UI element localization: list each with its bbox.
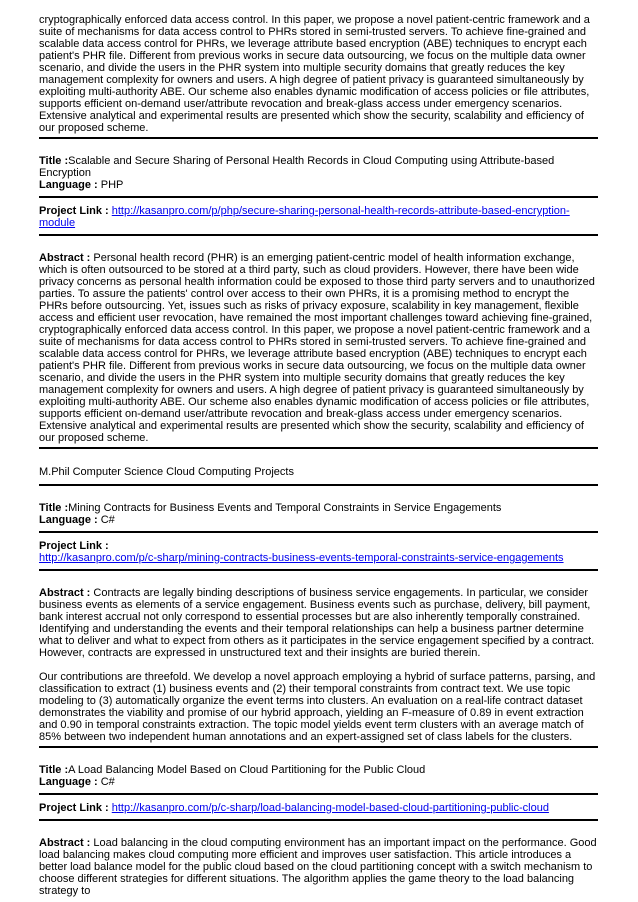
project-title: A Load Balancing Model Based on Cloud Partitioning for the Public Cloud (68, 764, 426, 776)
title-label: Title : (39, 764, 69, 776)
project-language: C# (100, 514, 115, 526)
project-title: Scalable and Secure Sharing of Personal Health Records in Cloud Computing using Attribute-based Encryption (39, 155, 555, 179)
project-link-label: Project Link : (39, 802, 109, 814)
project-header-3 (39, 764, 598, 788)
project-header-1 (39, 155, 598, 191)
project-title-line (39, 764, 598, 776)
abstract-text: Personal health record (PHR) is an emerging patient-centric model of health information exchange, which is often outsourced to be stored at a third party, such as cloud providers. However, there have been wide privacy concerns as personal health information could be exposed to those third party servers and to unauthorized parties. To assure the patients' control over access to their own PHRs, it is a promising method to encrypt the PHRs before outsourcing. Yet, issues such as risks of privacy exposure, scalability in key management, flexible access and efficient user revocation, have remained the most important challenges toward achieving fine-grained, cryptographically enforced data access control. In this paper, we propose a novel patient-centric framework and a suite of mechanisms for data access control to PHRs stored in semi-trusted servers. To achieve fine-grained and scalable data access control for PHRs, we leverage attribute based encryption (ABE) techniques to encrypt each patient's PHR file. Different from previous works in secure data outsourcing, we focus on the multiple data owner scenario, and divide the users in the PHR system into multiple security domains that greatly reduces the key management complexity for owners and users. A high degree of patient privacy is guaranteed simultaneously by exploiting multi-authority ABE. Our scheme also enables dynamic modification of access policies or file attributes, supports efficient on-demand user/attribute revocation and break-glass access under emergency scenarios. Extensive analytical and experimental results are presented which show the security, scalability and efficiency of our proposed scheme. (39, 252, 595, 444)
divider (39, 793, 598, 795)
divider (39, 137, 598, 139)
divider (39, 531, 598, 533)
document-page (39, 14, 598, 897)
abstract-label: Abstract : (39, 252, 91, 264)
divider (39, 234, 598, 236)
abstract-continuation: cryptographically enforced data access control. In this paper, we propose a novel patient-centric framework and a suite of mechanisms for data access control to PHRs stored in semi-trusted servers. To achieve fine-grained and scalable data access control for PHRs, we leverage attribute based encryption (ABE) techniques to encrypt each patient's PHR file. Different from previous works in secure data outsourcing, we focus on the multiple data owner scenario, and divide the users in the PHR system into multiple security domains that greatly reduces the key management complexity for owners and users. A high degree of patient privacy is guaranteed simultaneously by exploiting multi-authority ABE. Our scheme also enables dynamic modification of access policies or file attributes, supports efficient on-demand user/attribute revocation and break-glass access under emergency scenarios. Extensive analytical and experimental results are presented which show the security, scalability and efficiency of our proposed scheme. (39, 14, 590, 134)
language-label: Language : (39, 179, 98, 191)
abstract-paragraph-2: Our contributions are threefold. We develop a novel approach employing a hybrid of surface patterns, parsing, and classification to extract (1) business events and (2) their temporal constraints from contract text. We use topic modeling to (3) automatically organize the event terms into clusters. An evaluation on a real-life contract dataset demonstrates the viability and promise of our hybrid approach, yielding an F-measure of 0.89 in event extraction and 0.90 in temporal constraints extraction. The topic model yields event term clusters with an average match of 85% between two independent human annotations and an expert-assigned set of class labels for the clusters. (39, 671, 596, 743)
abstract-label: Abstract : (39, 587, 91, 599)
project-link[interactable]: http://kasanpro.com/p/c-sharp/mining-contracts-business-events-temporal-constraints-service-engagements (39, 552, 564, 564)
project-abstract (39, 837, 598, 897)
project-abstract (39, 252, 598, 444)
project-link-line (39, 205, 598, 229)
divider (39, 819, 598, 821)
project-language-line (39, 179, 598, 191)
abstract-text: Load balancing in the cloud computing environment has an important impact on the performance. Good load balancing makes cloud computing more efficient and improves user satisfaction. This article introduces a better load balance model for the public cloud based on the cloud partitioning concept with a switch mechanism to choose different strategies for different situations. The algorithm applies the game theory to the load balancing strategy to (39, 837, 597, 897)
project-link-block (39, 540, 598, 564)
project-language: C# (100, 776, 115, 788)
divider (39, 569, 598, 571)
divider (39, 484, 598, 486)
divider (39, 196, 598, 198)
language-label: Language : (39, 776, 98, 788)
language-label: Language : (39, 514, 98, 526)
divider (39, 447, 598, 449)
project-title-line (39, 155, 598, 179)
project-link-line (39, 802, 598, 814)
abstract-label: Abstract : (39, 837, 91, 849)
project-header-2 (39, 502, 598, 526)
project-link[interactable]: http://kasanpro.com/p/c-sharp/load-balancing-model-based-cloud-partitioning-public-cloud (111, 802, 549, 814)
divider (39, 746, 598, 748)
title-label: Title : (39, 155, 69, 167)
project-language-line (39, 776, 598, 788)
project-link-label: Project Link : (39, 540, 109, 552)
project-language: PHP (100, 179, 124, 191)
project-link[interactable]: http://kasanpro.com/p/php/secure-sharing-personal-health-records-attribute-based-encryption-module (39, 205, 570, 229)
section-heading: M.Phil Computer Science Cloud Computing Projects (39, 466, 294, 478)
project-language-line (39, 514, 598, 526)
title-label: Title : (39, 502, 69, 514)
project-title: Mining Contracts for Business Events and Temporal Constraints in Service Engagements (68, 502, 502, 514)
project-title-line (39, 502, 598, 514)
project-link-label: Project Link : (39, 205, 109, 217)
abstract-text: Contracts are legally binding descriptions of business service engagements. In particular, we consider business events as elements of a service engagement. Business events such as purchase, delivery, bill payment, bank interest accrual not only correspond to essential processes but are also inherently temporally constrained. Identifying and understanding the events and their temporal relationships can help a business partner determine what to deliver and what to expect from others as it participates in the service engagement specified by a contract. However, contracts are expressed in unstructured text and their insights are buried therein. (39, 587, 595, 659)
project-abstract (39, 587, 598, 659)
